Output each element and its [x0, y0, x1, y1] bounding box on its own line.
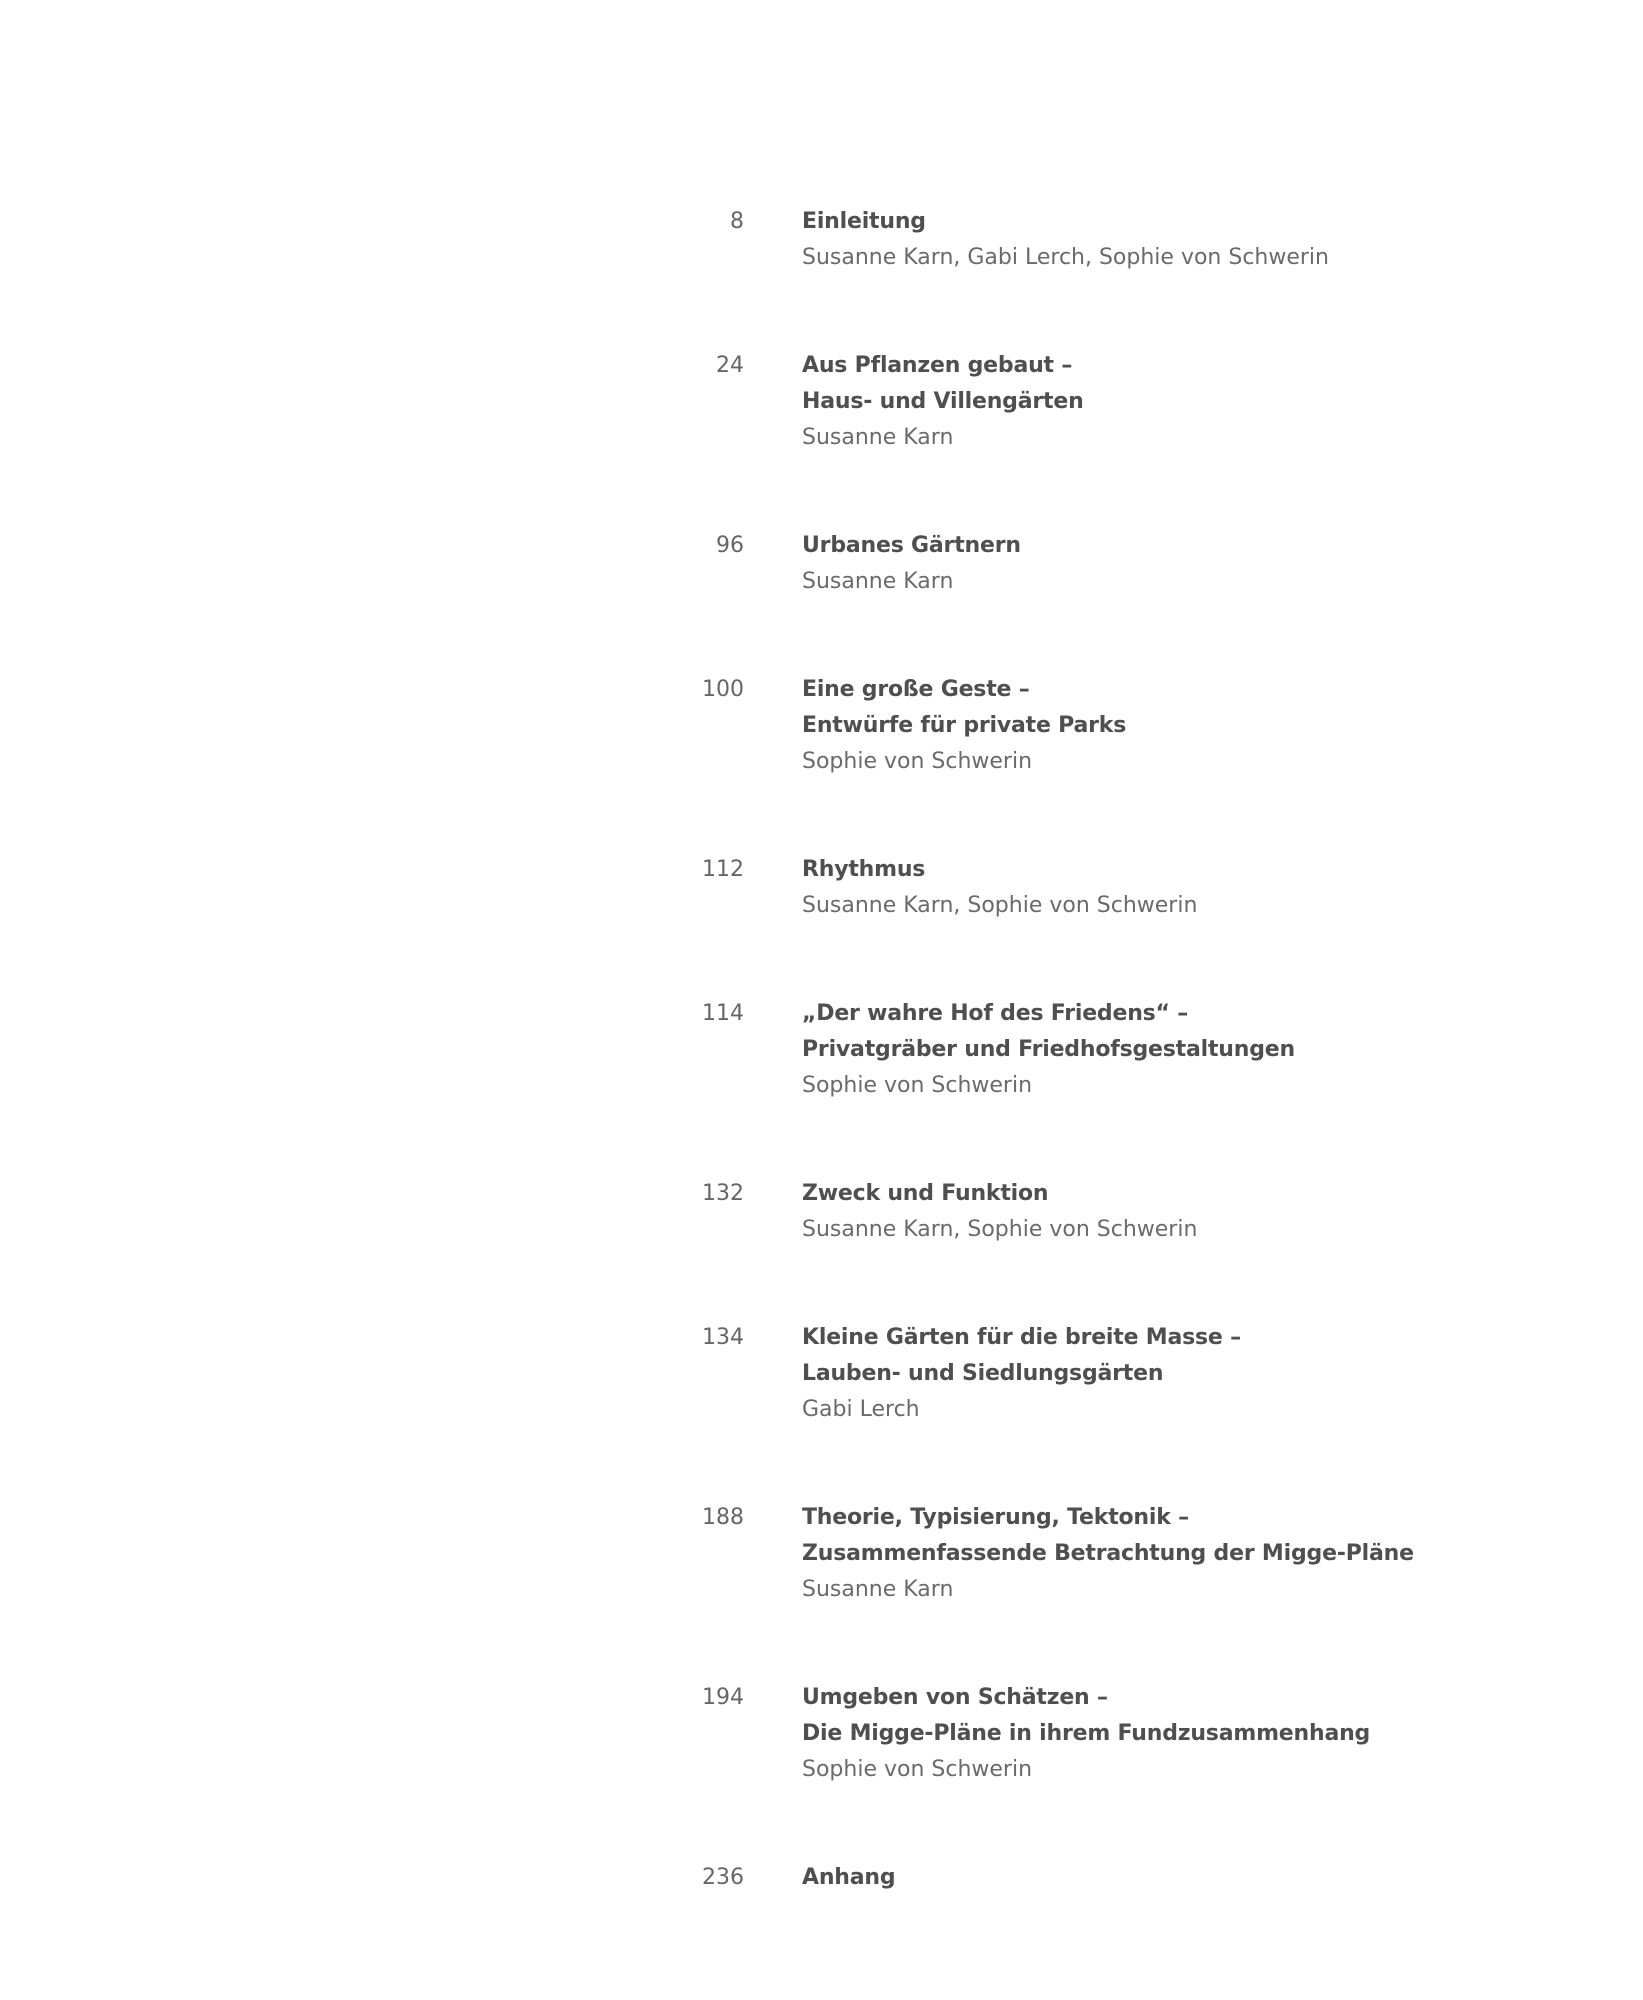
toc-authors: Sophie von Schwerin: [802, 1757, 1033, 1782]
toc-page-number: 194: [702, 1685, 744, 1710]
toc-subtitle[interactable]: Entwürfe für private Parks: [802, 713, 1127, 738]
toc-entry-body: [802, 348, 1562, 456]
toc-title[interactable]: „Der wahre Hof des Friedens“ –: [802, 1001, 1189, 1026]
toc-title[interactable]: Zweck und Funktion: [802, 1181, 1049, 1206]
toc-page-number: 132: [702, 1181, 744, 1206]
toc-subtitle[interactable]: Die Migge-Pläne in ihrem Fundzusammenhang: [802, 1721, 1371, 1746]
toc-subtitle[interactable]: Zusammenfassende Betrachtung der Migge-Pläne: [802, 1541, 1414, 1566]
toc-title[interactable]: Theorie, Typisierung, Tektonik –: [802, 1505, 1189, 1530]
toc-title[interactable]: Rhythmus: [802, 857, 926, 882]
toc-authors: Sophie von Schwerin: [802, 749, 1033, 774]
toc-entry[interactable]: [0, 204, 1643, 348]
toc-title[interactable]: Anhang: [802, 1865, 896, 1890]
toc-entry-body: [802, 1860, 1562, 1896]
toc-subtitle[interactable]: Haus- und Villengärten: [802, 389, 1084, 414]
toc-entry-body: [802, 1320, 1562, 1428]
toc-authors: Sophie von Schwerin: [802, 1073, 1033, 1098]
toc-entry[interactable]: [0, 852, 1643, 996]
toc-entry-body: [802, 1176, 1562, 1248]
toc-page-number: 134: [702, 1325, 744, 1350]
toc-authors: Susanne Karn, Sophie von Schwerin: [802, 1217, 1198, 1242]
toc-authors: Susanne Karn, Sophie von Schwerin: [802, 893, 1198, 918]
toc-entry-body: [802, 672, 1562, 780]
toc-page-number: 24: [716, 353, 744, 378]
toc-title[interactable]: Eine große Geste –: [802, 677, 1030, 702]
toc-title[interactable]: Aus Pflanzen gebaut –: [802, 353, 1073, 378]
toc-authors: Susanne Karn: [802, 425, 954, 450]
toc-entry[interactable]: [0, 1680, 1643, 1860]
toc-entry-body: [802, 204, 1562, 276]
toc-title[interactable]: Einleitung: [802, 209, 926, 234]
toc-entry-body: [802, 996, 1562, 1104]
toc-entry-body: [802, 852, 1562, 924]
toc-authors: Susanne Karn: [802, 569, 954, 594]
toc-title[interactable]: Kleine Gärten für die breite Masse –: [802, 1325, 1241, 1350]
toc-authors: Susanne Karn: [802, 1577, 954, 1602]
toc-title[interactable]: Urbanes Gärtnern: [802, 533, 1021, 558]
toc-entry[interactable]: [0, 1176, 1643, 1320]
toc-entry-body: [802, 1500, 1562, 1608]
toc-entry[interactable]: [0, 528, 1643, 672]
toc-page-number: 236: [702, 1865, 744, 1890]
table-of-contents: [0, 204, 1643, 1900]
toc-page-number: 100: [702, 677, 744, 702]
toc-page-number: 114: [702, 1001, 744, 1026]
toc-title[interactable]: Umgeben von Schätzen –: [802, 1685, 1108, 1710]
toc-authors: Gabi Lerch: [802, 1397, 920, 1422]
toc-entry-body: [802, 528, 1562, 600]
toc-entry[interactable]: [0, 1860, 1643, 1900]
toc-subtitle[interactable]: Privatgräber und Friedhofsgestaltungen: [802, 1037, 1295, 1062]
toc-entry[interactable]: [0, 1320, 1643, 1500]
toc-entry[interactable]: [0, 672, 1643, 852]
toc-page-number: 8: [730, 209, 744, 234]
toc-page-number: 112: [702, 857, 744, 882]
toc-entry[interactable]: [0, 348, 1643, 528]
toc-entry[interactable]: [0, 1500, 1643, 1680]
toc-subtitle[interactable]: Lauben- und Siedlungsgärten: [802, 1361, 1164, 1386]
toc-authors: Susanne Karn, Gabi Lerch, Sophie von Schwerin: [802, 245, 1329, 270]
toc-page-number: 188: [702, 1505, 744, 1530]
toc-entry[interactable]: [0, 996, 1643, 1176]
toc-page-number: 96: [716, 533, 744, 558]
toc-entry-body: [802, 1680, 1562, 1788]
